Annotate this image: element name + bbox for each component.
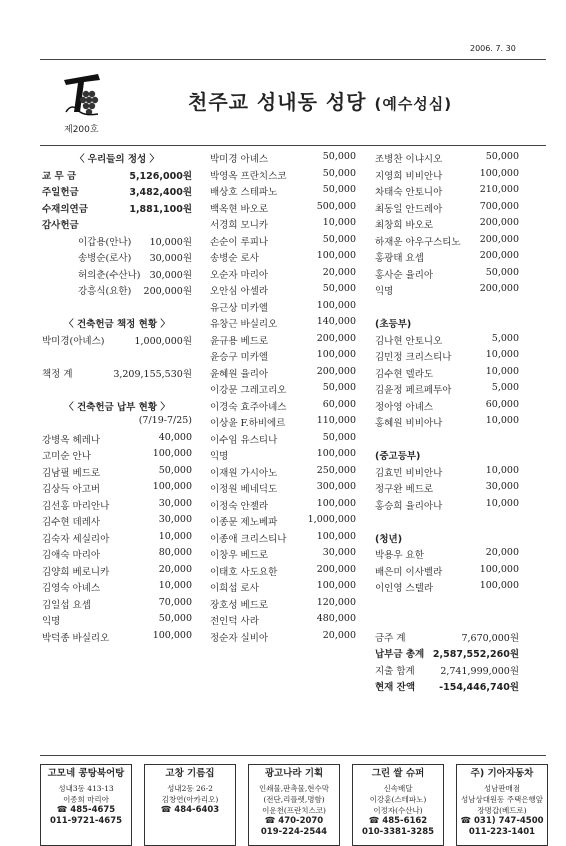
ad-phone: ☎ 485-4675 [56, 805, 116, 815]
amount-value: 30,000원 [149, 253, 192, 264]
donor-name: 전인덕 사라 [210, 616, 259, 627]
list-item [375, 283, 519, 300]
donor-name: 배상호 스테파노 [210, 187, 278, 198]
amount-value: (7/19-7/25) [138, 415, 192, 426]
ad-line: 성내2동 26-2 [167, 784, 213, 793]
list-item [210, 366, 356, 383]
donor-name: 익명 [210, 451, 229, 462]
list-item [375, 481, 519, 498]
ad-phone: 019-224-2544 [260, 827, 328, 837]
donor-name: 감사헌금 [42, 220, 79, 231]
ad-box [248, 764, 340, 846]
donor-name: 이태호 사도요한 [210, 566, 278, 578]
list-item [42, 382, 192, 399]
donor-name: 김숙자 세실리아 [42, 533, 110, 545]
donor-name: 김상득 아고버 [42, 484, 101, 495]
list-item [375, 613, 519, 630]
amount-value: 20,000 [485, 547, 519, 558]
list-item [375, 366, 519, 383]
list-item [375, 382, 519, 399]
list-item [210, 217, 356, 234]
amount-value: 40,000 [158, 431, 192, 443]
ad-line: 이종희 마리아 [63, 795, 109, 804]
list-item [375, 646, 519, 663]
ad-line: 장명갑(베드로) [477, 806, 527, 815]
section-heading: 〈 건축헌금 납부 현황 〉 [64, 401, 170, 413]
amount-value: 10,000 [485, 365, 519, 377]
list-item [375, 168, 519, 185]
amount-value: 20,000 [322, 266, 356, 278]
donor-name: 현재 잔액 [375, 682, 416, 693]
list-item [375, 201, 519, 218]
list-item [210, 333, 356, 350]
list-item [375, 184, 519, 201]
donor-name: 윤규용 베드로 [210, 335, 269, 347]
amount-value: 5,126,000원 [129, 170, 192, 182]
list-item [210, 283, 356, 300]
donor-name: 이정숙 안젤라 [210, 500, 269, 512]
list-item [210, 250, 356, 267]
list-item [210, 531, 356, 548]
donor-name: 김남필 베드로 [42, 467, 101, 479]
page-title [188, 86, 452, 115]
ad-title: 주) 기아자동차 [470, 768, 534, 779]
list-item [42, 168, 192, 185]
list-item [42, 597, 192, 614]
donor-name: 김민정 크리스티나 [375, 352, 452, 363]
ad-line: 성내3동 413-13 [58, 784, 114, 793]
list-item [42, 283, 192, 300]
list-item [210, 498, 356, 515]
amount-value: 50,000 [485, 266, 519, 278]
amount-value: 100,000 [152, 481, 192, 492]
amount-value: 50,000 [485, 151, 519, 162]
ad-line: 이운천(프란치스코) [262, 806, 326, 815]
amount-value: 30,000 [322, 547, 356, 558]
donor-name: 김양희 베로니카 [42, 566, 110, 578]
list-item [42, 300, 192, 317]
donor-name: 김애숙 마리아 [42, 550, 101, 561]
issue-number: 제200호 [64, 125, 99, 135]
donor-name: 이종애 크리스티나 [210, 533, 287, 545]
list-item [375, 597, 519, 614]
donor-name: 김선홍 마리안나 [42, 500, 110, 512]
list-item [210, 415, 356, 432]
donor-name: 김수현 데레사 [42, 517, 101, 528]
amount-value: 60,000 [322, 398, 356, 410]
ad-title: 광고나라 기획 [264, 768, 324, 779]
ad-phone: ☎ 484-6403 [160, 805, 220, 815]
amount-value: 700,000 [479, 200, 519, 212]
donor-name: 배은미 이사벨라 [375, 566, 443, 578]
list-item [375, 151, 519, 168]
donor-name: (청년) [375, 533, 403, 545]
list-item [42, 217, 192, 234]
donor-name: 익명 [375, 286, 394, 297]
donor-name: 손순이 루피나 [210, 236, 269, 248]
donor-name: 이정원 베네딕도 [210, 484, 278, 495]
ad-line: 성남상대원동 주택은행앞 [460, 795, 544, 804]
donor-name: 오순자 마리아 [210, 269, 269, 281]
donor-name: 송병순(로사) [78, 253, 132, 264]
list-item [210, 184, 356, 201]
amount-value: 100,000 [316, 299, 356, 311]
donor-name: 익명 [42, 616, 61, 627]
amount-value: 110,000 [316, 415, 356, 426]
amount-value: 30,000원 [149, 269, 192, 281]
amount-value: 10,000원 [149, 236, 192, 248]
donor-name: 윤승구 미카엘 [210, 352, 269, 363]
amount-value: 210,000 [479, 184, 519, 195]
amount-value: 70,000 [158, 596, 192, 608]
ad-phone: 010-3381-3285 [361, 827, 435, 837]
list-item [375, 217, 519, 234]
donor-name: 박미경(아녜스) [42, 335, 105, 347]
list-item [42, 613, 192, 630]
list-item [210, 580, 356, 597]
donor-name: 하재운 아우구스티노 [375, 236, 461, 248]
list-item [375, 679, 519, 696]
list-item [42, 415, 192, 432]
amount-value: 100,000 [316, 448, 356, 459]
amount-value: 10,000 [485, 497, 519, 509]
amount-value: 7,670,000원 [461, 632, 519, 644]
amount-value: 200,000 [316, 365, 356, 377]
donor-name: 지출 합계 [375, 665, 415, 677]
amount-value: 10,000 [158, 580, 192, 591]
list-item [210, 399, 356, 416]
amount-value: 100,000 [316, 349, 356, 360]
donor-name: 최창희 바오로 [375, 220, 434, 231]
amount-value: 10,000 [485, 415, 519, 426]
donor-name: 수재의연금 [42, 203, 88, 215]
column-donors-3 [375, 151, 519, 696]
list-item [375, 234, 519, 251]
list-item [210, 151, 356, 168]
amount-value: 80,000 [158, 547, 192, 558]
amount-value: 480,000 [316, 613, 356, 624]
top-rule [40, 59, 546, 60]
donor-name: 이인영 스텔라 [375, 583, 434, 594]
list-item [375, 333, 519, 350]
donor-name: 박영옥 프란치스코 [210, 170, 287, 182]
amount-value: 2,741,999,000원 [440, 665, 519, 677]
ad-title: 그린 쌀 슈퍼 [371, 768, 425, 779]
amount-value: 10,000 [158, 530, 192, 542]
donor-name: 금주 계 [375, 632, 406, 644]
list-item [42, 498, 192, 515]
amount-value: 50,000 [322, 167, 356, 179]
list-item [210, 382, 356, 399]
ad-phone: ☎ 485-6162 [368, 816, 428, 826]
column-donors-2 [210, 151, 356, 646]
amount-value: 10,000 [485, 349, 519, 360]
ad-title: 고창 기름집 [165, 768, 215, 779]
ad-phone: ☎ 031) 747-4500 [460, 816, 544, 826]
donor-name: 이희섭 로사 [210, 583, 259, 594]
amount-value: 200,000 [479, 250, 519, 261]
list-item [42, 531, 192, 548]
ad-line: 신속배달 [383, 784, 413, 793]
donor-name: 이경숙 효주아녜스 [210, 401, 287, 413]
list-item [42, 580, 192, 597]
amount-value: 30,000 [158, 497, 192, 509]
list-item [375, 630, 519, 647]
list-item [210, 613, 356, 630]
ad-line: 김창연(아카리오) [161, 795, 219, 804]
amount-value: 3,482,400원 [129, 187, 192, 198]
amount-value: 500,000 [316, 200, 356, 212]
list-item [42, 630, 192, 647]
list-item [42, 564, 192, 581]
list-item [375, 498, 519, 515]
list-item [210, 432, 356, 449]
donor-name: (초등부) [375, 319, 412, 330]
amount-value: 1,881,100원 [129, 203, 192, 215]
amount-value: 100,000 [316, 250, 356, 261]
section-heading: 〈 우리들의 정성 〉 [75, 154, 159, 165]
list-item [210, 564, 356, 581]
donor-name: 이창우 베드로 [210, 550, 269, 561]
donor-name: 장호성 베드로 [210, 599, 269, 611]
amount-value: 100,000 [479, 580, 519, 591]
amount-value: 1,000,000 [307, 514, 356, 525]
amount-value: 250,000 [316, 464, 356, 476]
amount-value: 1,000,000원 [134, 335, 192, 347]
donor-name: 이갑용(안나) [78, 236, 132, 248]
donor-name: 조병찬 이냐시오 [375, 154, 443, 165]
donor-name: 이상윤 F.하비에르 [210, 418, 286, 429]
amount-value: 100,000 [152, 629, 192, 641]
donor-name: 교 무 금 [42, 170, 77, 182]
list-item [375, 349, 519, 366]
donor-name: 이종문 제노베파 [210, 517, 278, 528]
list-item [210, 514, 356, 531]
list-item [375, 564, 519, 581]
list-item [210, 465, 356, 482]
donor-name: 고미순 안나 [42, 451, 91, 462]
list-item [375, 250, 519, 267]
list-item [375, 300, 519, 317]
title-main: 천주교 성내동 성당 [188, 90, 367, 114]
list-item [210, 267, 356, 284]
list-item [42, 201, 192, 218]
amount-value: 200,000 [479, 233, 519, 245]
amount-value: 10,000 [485, 464, 519, 476]
donor-name: 정아영 아녜스 [375, 401, 434, 413]
list-item [210, 481, 356, 498]
donor-name: 김효민 비비안나 [375, 467, 443, 479]
amount-value: 3,209,155,530원 [113, 368, 192, 380]
donor-name: 지영희 비비안나 [375, 170, 443, 182]
amount-value: 60,000 [485, 398, 519, 410]
list-item [42, 349, 192, 366]
donor-name: 홍혜원 비비아나 [375, 418, 443, 429]
list-item [42, 514, 192, 531]
list-item [375, 547, 519, 564]
list-item [210, 300, 356, 317]
list-item [210, 630, 356, 647]
amount-value: 100,000 [316, 530, 356, 542]
donor-name: 책정 계 [42, 368, 73, 380]
donor-name: 윤혜원 율리아 [210, 368, 269, 380]
list-item [375, 531, 519, 548]
amount-value: 50,000 [158, 613, 192, 624]
column-offerings [42, 151, 192, 646]
donor-name: 홍사순 율리아 [375, 269, 434, 281]
list-item [375, 267, 519, 284]
list-item [42, 250, 192, 267]
list-item [210, 448, 356, 465]
amount-value: 50,000 [322, 151, 356, 162]
amount-value: 5,000 [491, 382, 519, 393]
donor-name: 홍광태 요셉 [375, 253, 424, 264]
list-item [375, 580, 519, 597]
amount-value: -154,446,740원 [439, 682, 519, 693]
amount-value: 50,000 [322, 233, 356, 245]
amount-value: 50,000 [322, 431, 356, 443]
donor-name: 주일헌금 [42, 187, 79, 198]
list-item [210, 349, 356, 366]
list-item [42, 448, 192, 465]
ad-line: 성남판매점 [483, 784, 521, 793]
list-item [375, 415, 519, 432]
issue-date: 2006. 7. 30 [470, 44, 516, 53]
donor-name: 서경희 모니카 [210, 220, 269, 231]
amount-value: 50,000 [322, 184, 356, 195]
list-item [210, 234, 356, 251]
donor-name: 박덕종 바실리오 [42, 632, 110, 644]
amount-value: 120,000 [316, 596, 356, 608]
ad-line: 이강훈(스테파노) [369, 795, 427, 804]
donor-name: 홍승희 율리아나 [375, 500, 443, 512]
section-heading: 〈 건축헌금 책정 현황 〉 [64, 319, 170, 330]
donor-name: 이수임 유스티나 [210, 434, 278, 446]
amount-value: 200,000 [316, 563, 356, 575]
amount-value: 10,000 [322, 217, 356, 228]
donor-name: 이강문 그레고리오 [210, 385, 287, 396]
footer-rule [40, 755, 546, 756]
list-item [375, 448, 519, 465]
donor-name: 최동일 안드레아 [375, 203, 443, 215]
amount-value: 100,000 [479, 167, 519, 179]
amount-value: 200,000원 [143, 286, 192, 297]
ad-line: 인쇄물,판촉물,현수막 [259, 784, 329, 793]
list-item [210, 547, 356, 564]
donor-name: 유근상 미카엘 [210, 302, 269, 314]
donor-name: 정순자 실비아 [210, 632, 269, 644]
donor-name: 차태숙 안토니아 [375, 187, 443, 198]
list-item [42, 481, 192, 498]
list-item [375, 663, 519, 680]
donor-name: 백옥현 바오로 [210, 203, 269, 215]
amount-value: 140,000 [316, 316, 356, 327]
title-sub: (예수성심) [374, 95, 453, 113]
amount-value: 20,000 [158, 563, 192, 575]
list-item [42, 432, 192, 449]
donor-name: 김일섭 요셉 [42, 599, 91, 611]
amount-value: 100,000 [152, 448, 192, 459]
list-item [210, 597, 356, 614]
ad-phone: 011-9721-4675 [49, 816, 123, 826]
list-item [42, 333, 192, 350]
parish-logo-icon [60, 72, 104, 118]
donor-name: 송병순 로사 [210, 253, 259, 264]
donor-name: 김영숙 아녜스 [42, 583, 101, 594]
amount-value: 300,000 [316, 481, 356, 492]
ad-phone: 011-223-1401 [468, 827, 536, 837]
ad-box [352, 764, 444, 846]
amount-value: 100,000 [316, 580, 356, 591]
amount-value: 200,000 [316, 332, 356, 344]
amount-value: 50,000 [322, 382, 356, 393]
ad-title: 고모네 콩탕북어탕 [47, 768, 125, 779]
list-item [375, 514, 519, 531]
header-rule [40, 145, 546, 146]
list-item [375, 465, 519, 482]
donor-name: 김나현 안토니오 [375, 335, 443, 347]
list-item [42, 366, 192, 383]
amount-value: 200,000 [479, 283, 519, 294]
ad-line: (전단,리플렛,명함) [263, 795, 325, 804]
list-item [210, 168, 356, 185]
donor-name: 김윤정 페르페투아 [375, 385, 452, 396]
amount-value: 30,000 [158, 514, 192, 525]
list-item [210, 201, 356, 218]
donor-name: 박미경 아녜스 [210, 154, 269, 165]
amount-value: 50,000 [158, 464, 192, 476]
amount-value: 100,000 [479, 563, 519, 575]
amount-value: 200,000 [479, 217, 519, 228]
donor-name: 강흥식(요한) [78, 286, 132, 297]
amount-value: 50,000 [322, 283, 356, 294]
ad-line: 이정자(수산나) [373, 806, 423, 815]
donor-name: 이재원 가시아노 [210, 467, 278, 479]
list-item [375, 316, 519, 333]
list-item [375, 399, 519, 416]
list-item [42, 184, 192, 201]
donor-name: 강병옥 헤레나 [42, 434, 101, 446]
donor-name: 허의춘(수산나) [78, 269, 141, 281]
list-item [210, 316, 356, 333]
list-item [42, 234, 192, 251]
donor-name: 김수현 델라도 [375, 368, 434, 380]
donor-name: 유창근 바실리오 [210, 319, 278, 330]
list-item [42, 267, 192, 284]
list-item [375, 432, 519, 449]
donor-name: (중고등부) [375, 451, 421, 462]
list-item [42, 547, 192, 564]
amount-value: 30,000 [485, 481, 519, 492]
amount-value: 2,587,552,260원 [432, 649, 519, 660]
ad-box [40, 764, 132, 846]
amount-value: 20,000 [322, 629, 356, 641]
list-item [42, 465, 192, 482]
donor-name: 오안심 아셀라 [210, 286, 269, 297]
donor-name: 박용우 요한 [375, 550, 424, 561]
ad-phone: ☎ 470-2070 [264, 816, 324, 826]
donor-name: 납부금 총계 [375, 649, 425, 660]
donor-name: 정구완 베드로 [375, 484, 434, 495]
amount-value: 100,000 [316, 497, 356, 509]
ad-box [456, 764, 548, 846]
ad-box [144, 764, 236, 846]
amount-value: 5,000 [491, 332, 519, 344]
